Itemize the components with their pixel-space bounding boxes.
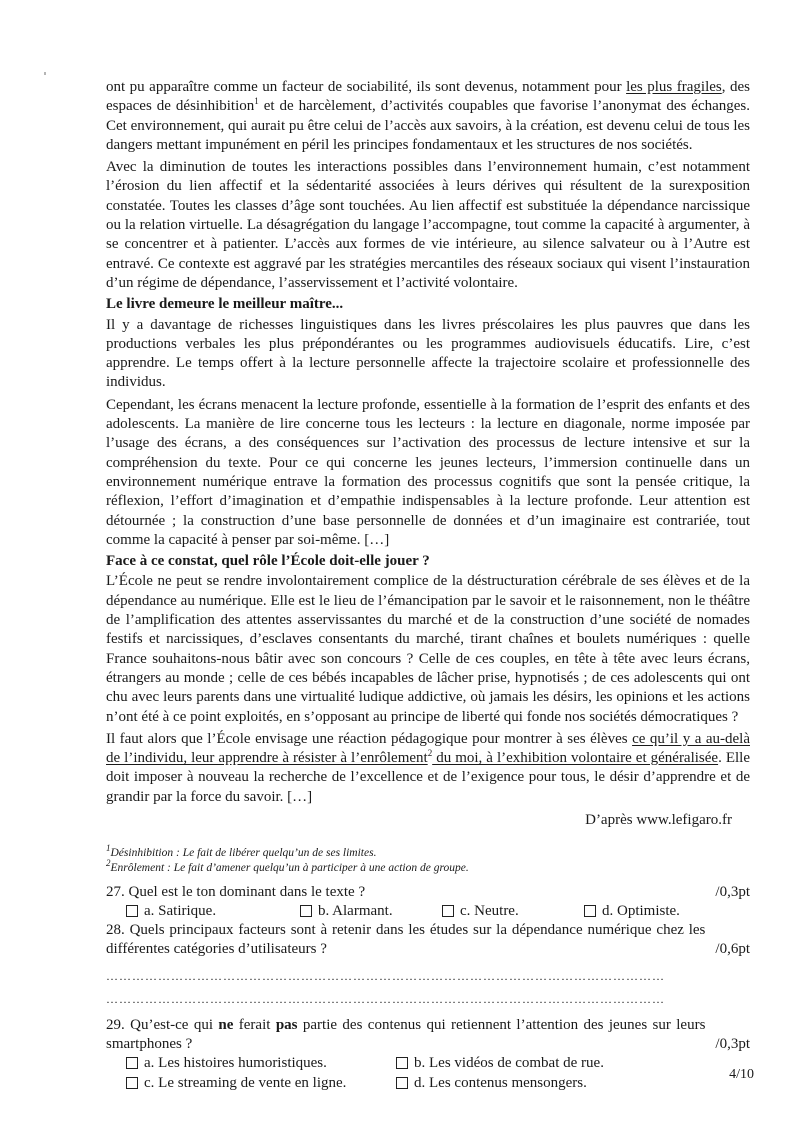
section-heading-1: Le livre demeure le meilleur maître... (106, 296, 344, 313)
option-29-b[interactable]: b. Les vidéos de combat de rue. (396, 1054, 696, 1073)
question-text: 27. Quel est le ton dominant dans le texte ? (106, 883, 366, 900)
footnote-ref-1: 1 (254, 96, 259, 107)
checkbox-icon[interactable] (396, 1057, 408, 1069)
checkbox-icon[interactable] (126, 905, 138, 917)
paragraph-1: ont pu apparaître comme un facteur de sociabilité, ils sont devenus, notamment pour les plus fragiles, des espaces de désinhibition$^1$ et de harcèlement, d’activités coupables que favorise l’anonymat des échanges. Cet environnement, qui aurait pu être celui de l’accès aux savoirs, à la création, est devenu celui de tous les dangers mettant impunément en péril les principes fondamentaux et les structures de nos sociétés. (106, 79, 751, 153)
question-27 (106, 883, 750, 902)
option-29-c[interactable]: c. Le streaming de vente en ligne. (126, 1074, 396, 1093)
paragraph-3: Il y a davantage de richesses linguistiques dans les livres préscolaires les plus pauvres que dans les productions verbales les plus prépondérantes ou les programmes audiovisuels éducatifs. Lire, c’est apprendre. Le temps offert à la lecture personnelle affecte la trajectoire scolaire et professionnelle des individus. (106, 316, 750, 391)
paragraph-5: L’École ne peut se rendre involontairement complice de la déstructuration cérébrale de ses élèves et de la dépendance au numérique. Elle est le lieu de l’émancipation par le savoir et le raisonnement, non le théâtre de l’amplification des attentes asservissantes du marché et de la construction d’une société de nomades festifs et narcissiques, d’esclaves consentants du marché, tirant chaînes et boulets numériques : quelle France souhaitons-nous bâtir avec son concours ? Celle de ces couples, en tête à tête avec leurs écrans, étrangers au monde ; celle de ces bébés incapables de lâcher prise, hypnotisés ; de ces adolescents qui ont chu avec leurs parents dans une virtualité ludique addictive, où jamais les désirs, les opinions et les actions n’ont été à ce point exploités, en s’opposant au principe de liberté qui fonde nos sociétés démocratiques ? (106, 573, 750, 725)
question-28 (106, 921, 750, 959)
questions-section (106, 883, 750, 1093)
underlined-phrase: les plus fragiles (626, 79, 722, 95)
answer-line-2[interactable]: ………………………………………………………………………………………………………………… (106, 991, 665, 1006)
question-text: 28. Quels principaux facteurs sont à retenir dans les études sur la dépendance numérique chez les différentes catégories d’utilisateurs ? (106, 921, 706, 957)
checkbox-icon[interactable] (300, 905, 312, 917)
option-27-d[interactable]: d. Optimiste. (584, 902, 680, 921)
paragraph-6: Il faut alors que l’École envisage une réaction pédagogique pour montrer à ses élèves ce qu’il y a au-delà de l’individu, leur apprendre à résister à l’enrôlement$^2$ du moi, à l’exhibition volontaire et généralisée. Elle doit imposer à nouveau la recherche de l’excellence et de l’exigence pour tous, le désir d’apprendre et de grandir par la force du savoir. […] (106, 730, 751, 805)
checkbox-icon[interactable] (126, 1077, 138, 1089)
checkbox-icon[interactable] (396, 1077, 408, 1089)
answer-line-1[interactable]: ………………………………………………………………………………………………………………… (106, 968, 665, 983)
checkbox-icon[interactable] (442, 905, 454, 917)
page-number: 4/10 (729, 1067, 754, 1082)
underlined-phrase: du moi, à l’exhibition volontaire et généralisée (432, 750, 719, 767)
section-heading-2: Face à ce constat, quel rôle l’École doit-elle jouer ? (106, 553, 430, 570)
question-29-options (106, 1054, 750, 1093)
question-points: /0,6pt (715, 940, 750, 957)
margin-mark (44, 72, 46, 75)
article-text (106, 78, 750, 807)
source-credit: D’après www.lefigaro.fr (585, 811, 732, 828)
underlined-phrase: ce qu’il y a au-delà de l’individu, leur apprendre à résister à l’enrôlement (106, 730, 750, 767)
checkbox-icon[interactable] (584, 905, 596, 917)
question-points: /0,3pt (715, 883, 750, 900)
question-points: /0,3pt (715, 1035, 750, 1052)
option-29-d[interactable]: d. Les contenus mensongers. (396, 1074, 696, 1093)
option-27-b[interactable]: b. Alarmant. (300, 902, 442, 921)
paragraph-2: Avec la diminution de toutes les interactions possibles dans l’environnement humain, c’est notamment l’érosion du lien affectif et la sédentarité associées à leurs dérives qui résultent de la surexposition constatée. Toutes les classes d’âge sont touchées. Au lien affectif est substituée la dépendance narcissique ou la relation virtuelle. La désagrégation du langage l’accompagne, tout comme la capacité à argumenter, à se concentrer et à patienter. L’accès aux formes de vie intérieure, au silence salvateur ou à l’Autre est entravé. Ce contexte est aggravé par les stratégies mercantiles des réseaux sociaux qui visent l’instauration d’un régime de dépendance, l’asservissement et l’activité volontaire. (106, 159, 750, 291)
footnote-ref-2: 2 (427, 748, 433, 759)
question-29 (106, 1016, 750, 1054)
question-27-options (106, 902, 750, 921)
option-29-a[interactable]: a. Les histoires humoristiques. (126, 1054, 396, 1073)
paragraph-4: Cependant, les écrans menacent la lecture profonde, essentielle à la formation de l’esprit des enfants et des adolescents. La manière de lire concerne tous les lecteurs : la lecture en diagonale, norme imposée par l’usage des écrans, a des conséquences sur l’activation des processus de lecture intensive et sur la compréhension du texte. Pour ce qui concerne les jeunes lecteurs, l’immersion continuelle dans un environnement numérique entrave la formation des processus cognitifs que sont la pensée critique, la réflexion, l’effort d’imagination et d’empathie indispensables à la lecture profonde. Leur attention est détournée ; la construction d’une base personnelle de données et d’un imaginaire est contrariée, tout comme la capacité à penser par soi-même. […] (106, 396, 750, 548)
checkbox-icon[interactable] (126, 1057, 138, 1069)
question-text: 29. Qu’est-ce qui ne ferait pas partie des contenus qui retiennent l’attention des jeunes sur leurs smartphones ? (106, 1016, 706, 1052)
footnote-1: $^1$Désinhibition : Le fait de libérer quelqu’un de ses limites. (106, 843, 377, 859)
footnote-2: $^2$Enrôlement : Le fait d’amener quelqu’un à participer à une action de groupe. (106, 858, 469, 874)
option-27-c[interactable]: c. Neutre. (442, 902, 584, 921)
footnotes (106, 843, 750, 876)
option-27-a[interactable]: a. Satirique. (126, 902, 300, 921)
